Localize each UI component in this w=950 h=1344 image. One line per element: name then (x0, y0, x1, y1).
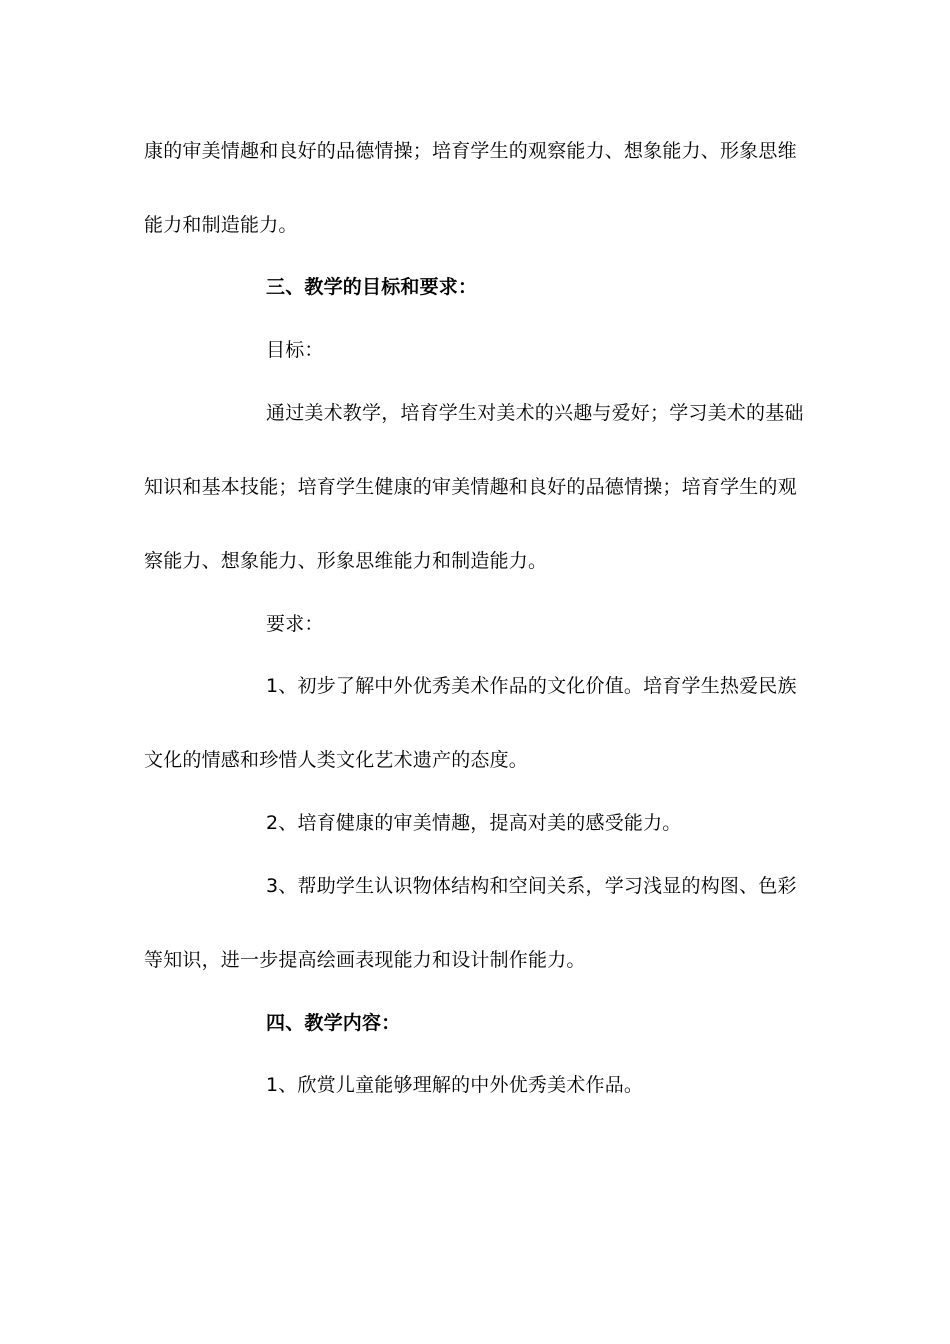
requirement-item-1: 1、初步了解中外优秀美术作品的文化价值。培育学生热爱民族 (266, 675, 797, 697)
paragraph-continuation: 康的审美情趣和良好的品德情操；培育学生的观察能力、想象能力、形象思维 (144, 140, 797, 162)
requirement-item-1-cont: 文化的情感和珍惜人类文化艺术遗产的态度。 (144, 749, 529, 771)
goal-paragraph-line: 察能力、想象能力、形象思维能力和制造能力。 (144, 550, 548, 572)
subheading-requirements: 要求： (266, 613, 324, 635)
goal-paragraph-line: 知识和基本技能；培育学生健康的审美情趣和良好的品德情操；培育学生的观 (144, 476, 797, 498)
section-heading-content: 四、教学内容： (266, 1012, 401, 1034)
paragraph-continuation-end: 能力和制造能力。 (144, 214, 298, 236)
section-heading-goals: 三、教学的目标和要求： (266, 276, 478, 298)
requirement-item-3: 3、帮助学生认识物体结构和空间关系，学习浅显的构图、色彩 (266, 875, 797, 897)
requirement-item-2: 2、培育健康的审美情趣，提高对美的感受能力。 (266, 812, 682, 834)
goal-paragraph-line: 通过美术教学，培育学生对美术的兴趣与爱好；学习美术的基础 (266, 402, 804, 424)
content-item-1: 1、欣赏儿童能够理解的中外优秀美术作品。 (266, 1074, 644, 1096)
subheading-goal: 目标： (266, 339, 324, 361)
requirement-item-3-cont: 等知识，进一步提高绘画表现能力和设计制作能力。 (144, 949, 586, 971)
